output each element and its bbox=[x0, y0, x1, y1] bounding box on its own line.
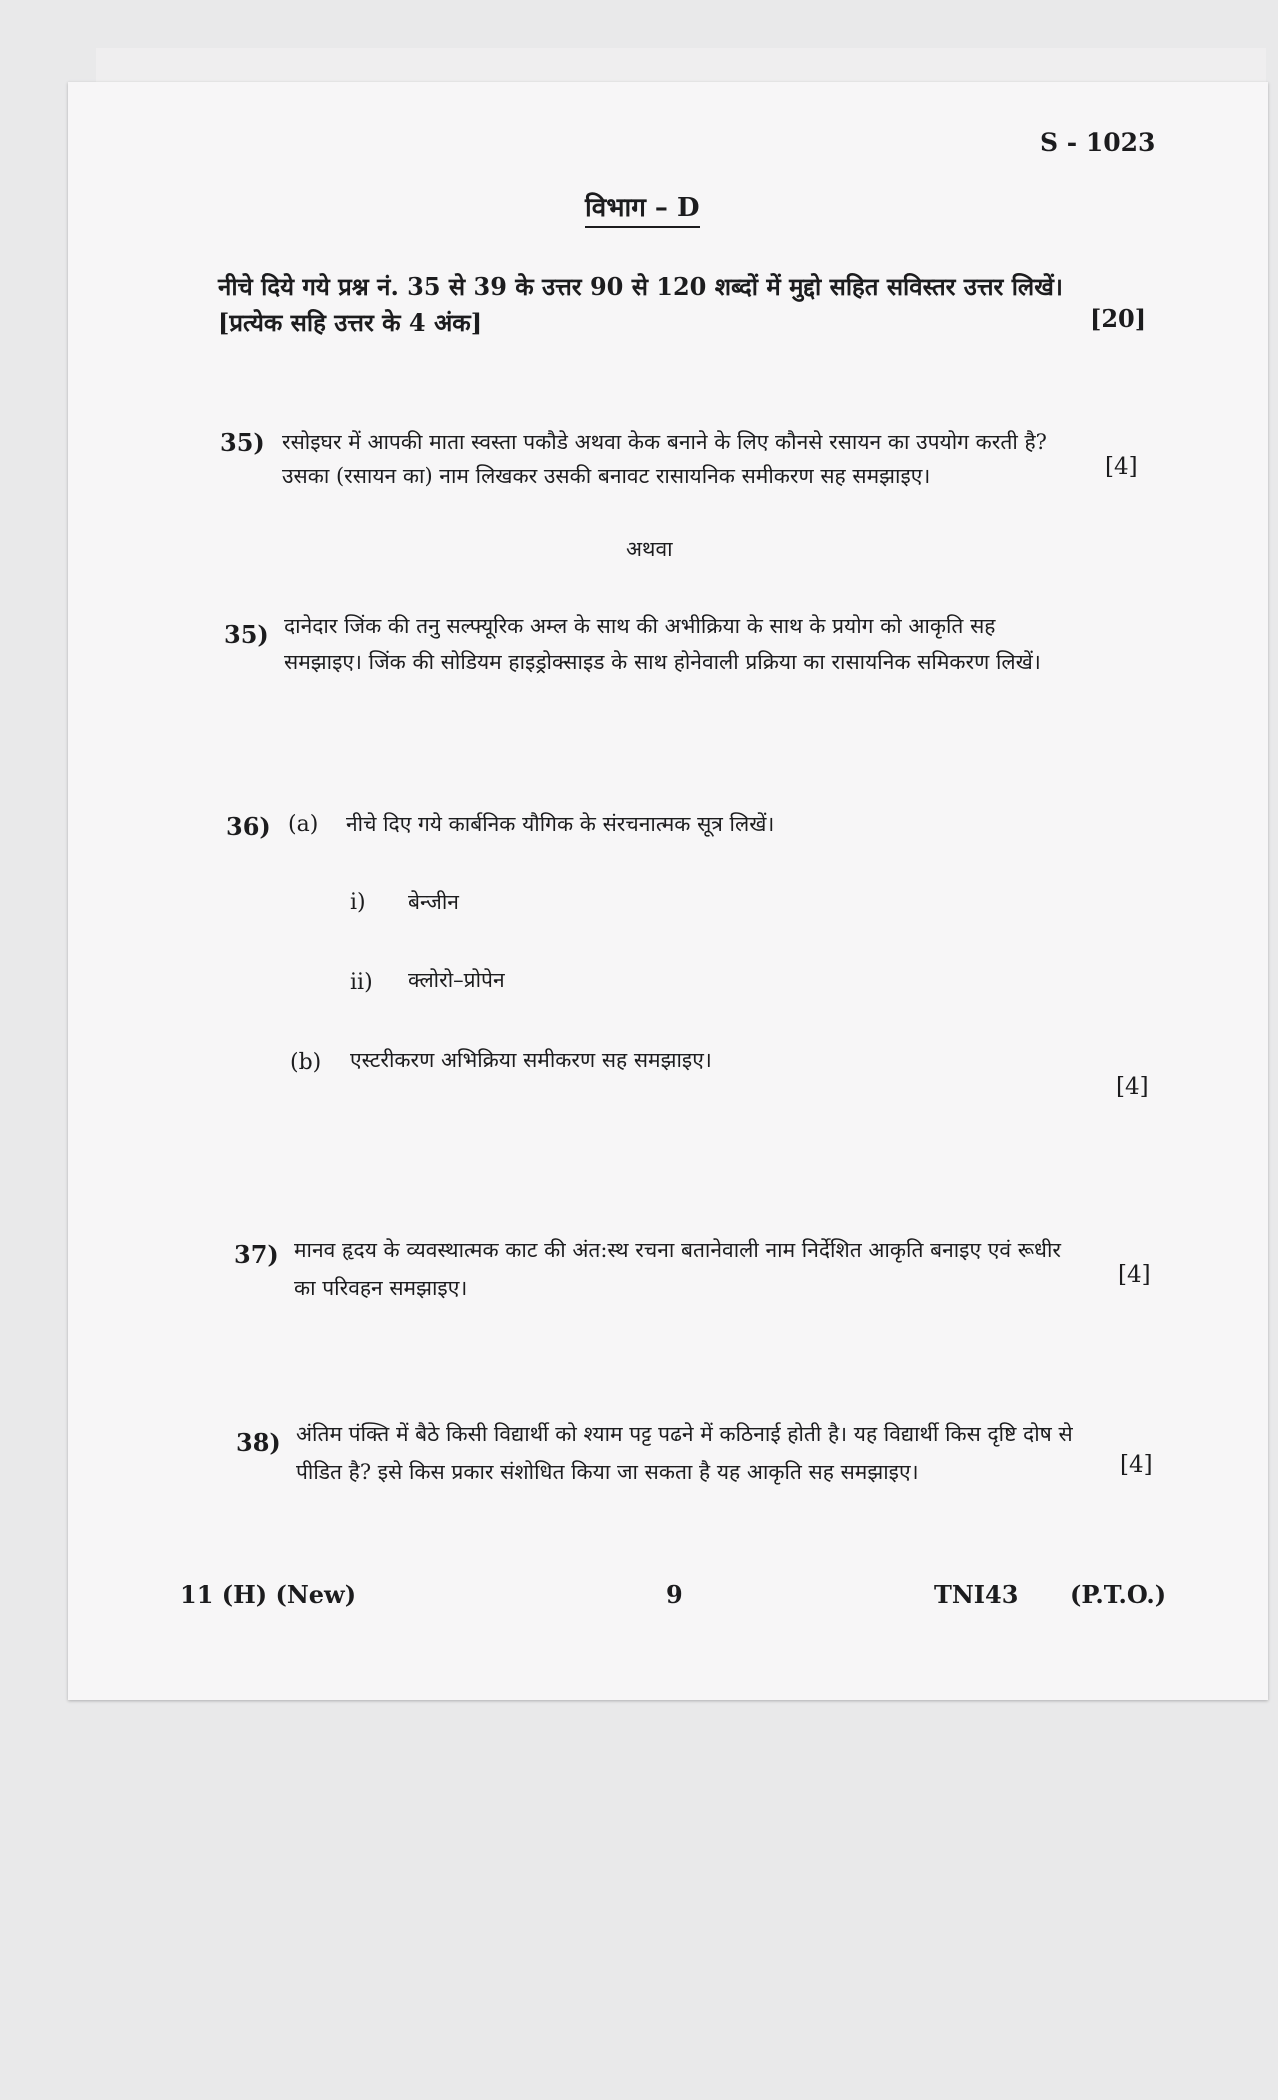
q37-marks: [4] bbox=[1118, 1262, 1151, 1288]
instruction-marks-note: [प्रत्येक सहि उत्तर के 4 अंक] bbox=[218, 308, 483, 337]
q38-line2: पीडित है? इसे किस प्रकार संशोधित किया जा सकता है यह आकृति सह समझाइए। bbox=[296, 1460, 919, 1484]
q36-marks: [4] bbox=[1116, 1074, 1149, 1100]
q36-part-b-label: (b) bbox=[290, 1050, 322, 1075]
q38-marks: [4] bbox=[1120, 1452, 1153, 1478]
instruction-line: नीचे दिये गये प्रश्न नं. 35 से 39 के उत्तर 90 से 120 शब्दों में मुद्दो सहित सविस्तर उत्तर लिखें। bbox=[218, 272, 1063, 301]
q36-part-a-label: (a) bbox=[288, 812, 319, 837]
footer-page-number: 9 bbox=[666, 1580, 683, 1609]
paper-code: S - 1023 bbox=[1040, 128, 1156, 157]
or-label: अथवा bbox=[626, 537, 673, 561]
footer-paper-label: 11 (H) (New) bbox=[180, 1580, 357, 1609]
q35-alt-line2: समझाइए। जिंक की सोडियम हाइड्रोक्साइड के साथ होनेवाली प्रक्रिया का रासायनिक समिकरण लिखें। bbox=[284, 650, 1041, 674]
q36-part-b-text: एस्टरीकरण अभिक्रिया समीकरण सह समझाइए। bbox=[350, 1048, 712, 1072]
q38-line1: अंतिम पंक्ति में बैठे किसी विद्यार्थी को श्याम पट्ट पढने में कठिनाई होती है। यह विद्यार्थी किस दृष्टि दोष से bbox=[296, 1422, 1073, 1446]
q36-item-label: i) bbox=[350, 890, 366, 915]
q36-item-text: बेन्जीन bbox=[408, 890, 459, 914]
section-title: विभाग – D bbox=[585, 188, 700, 228]
q35-number: 35) bbox=[220, 428, 265, 457]
q36-number: 36) bbox=[226, 812, 271, 841]
section-total-marks: [20] bbox=[1090, 304, 1147, 333]
q35-line1: रसोइघर में आपकी माता स्वस्ता पकौडे अथवा केक बनाने के लिए कौनसे रसायन का उपयोग करती है? bbox=[282, 430, 1047, 454]
q37-line1: मानव हृदय के व्यवस्थात्मक काट की अंत:स्थ रचना बतानेवाली नाम निर्देशित आकृति बनाइए एवं रूधीर bbox=[294, 1238, 1062, 1262]
q35-line2: उसका (रसायन का) नाम लिखकर उसकी बनावट रासायनिक समीकरण सह समझाइए। bbox=[282, 464, 931, 488]
q35-marks: [4] bbox=[1105, 454, 1138, 480]
footer-pto: (P.T.O.) bbox=[1070, 1580, 1167, 1609]
q36-part-a-text: नीचे दिए गये कार्बनिक यौगिक के संरचनात्मक सूत्र लिखें। bbox=[346, 812, 775, 836]
q37-number: 37) bbox=[234, 1240, 279, 1269]
q36-item-text: क्लोरो–प्रोपेन bbox=[408, 968, 505, 992]
q36-item-label: ii) bbox=[350, 970, 373, 995]
q38-number: 38) bbox=[236, 1428, 281, 1457]
footer-code: TNI43 bbox=[934, 1580, 1019, 1609]
q35-alt-line1: दानेदार जिंक की तनु सल्फ्यूरिक अम्ल के साथ की अभीक्रिया के साथ के प्रयोग को आकृति सह bbox=[284, 614, 996, 638]
q37-line2: का परिवहन समझाइए। bbox=[294, 1276, 468, 1300]
q35-alt-number: 35) bbox=[224, 620, 269, 649]
